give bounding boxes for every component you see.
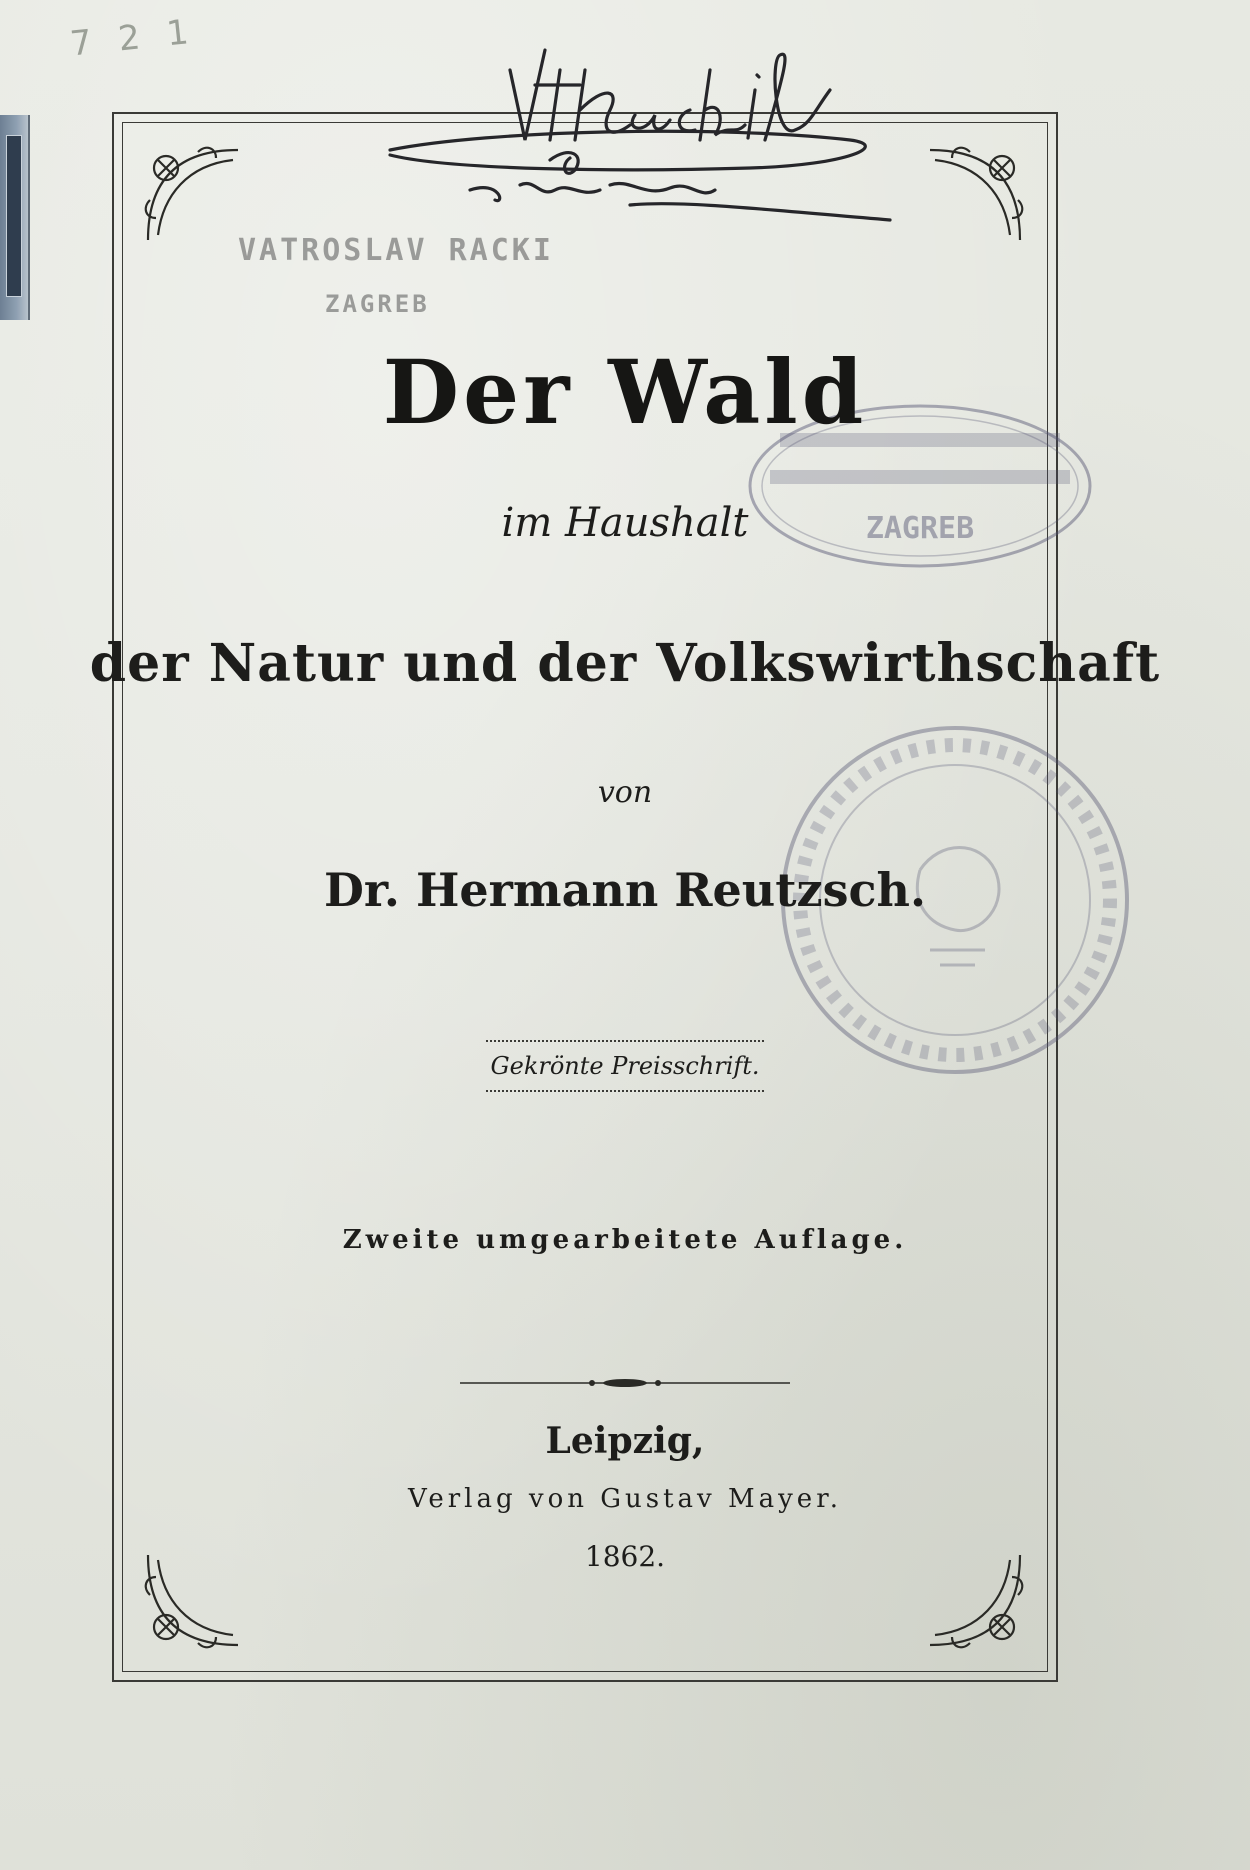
subtitle-line-2: der Natur und der Volkswirthschaft [89,633,1161,694]
decorative-rule [460,1377,790,1389]
prize-note: Gekrönte Preisschrift. [486,1040,763,1092]
publication-place: Leipzig, [545,1420,705,1462]
byline-von: von [597,775,653,810]
corner-ornament-top-left [138,140,248,250]
edition-note: Zweite umgearbeitete Auflage. [342,1225,908,1255]
pencil-note: 7 2 1 [68,11,199,65]
spine-label [6,135,22,297]
prize-note-wrapper [0,1040,1250,1092]
publication-year: 1862. [584,1540,666,1573]
publisher: Verlag von Gustav Mayer. [407,1484,843,1514]
owner-stamp-place: ZAGREB [325,290,430,318]
book-title: Der Wald [382,340,868,444]
owner-stamp-name: VATROSLAV RACKI [238,233,554,268]
author-name: Dr. Hermann Reutzsch. [324,863,926,917]
oval-stamp-text: ZAGREB [865,511,975,546]
subtitle-line-1: im Haushalt [501,500,749,546]
